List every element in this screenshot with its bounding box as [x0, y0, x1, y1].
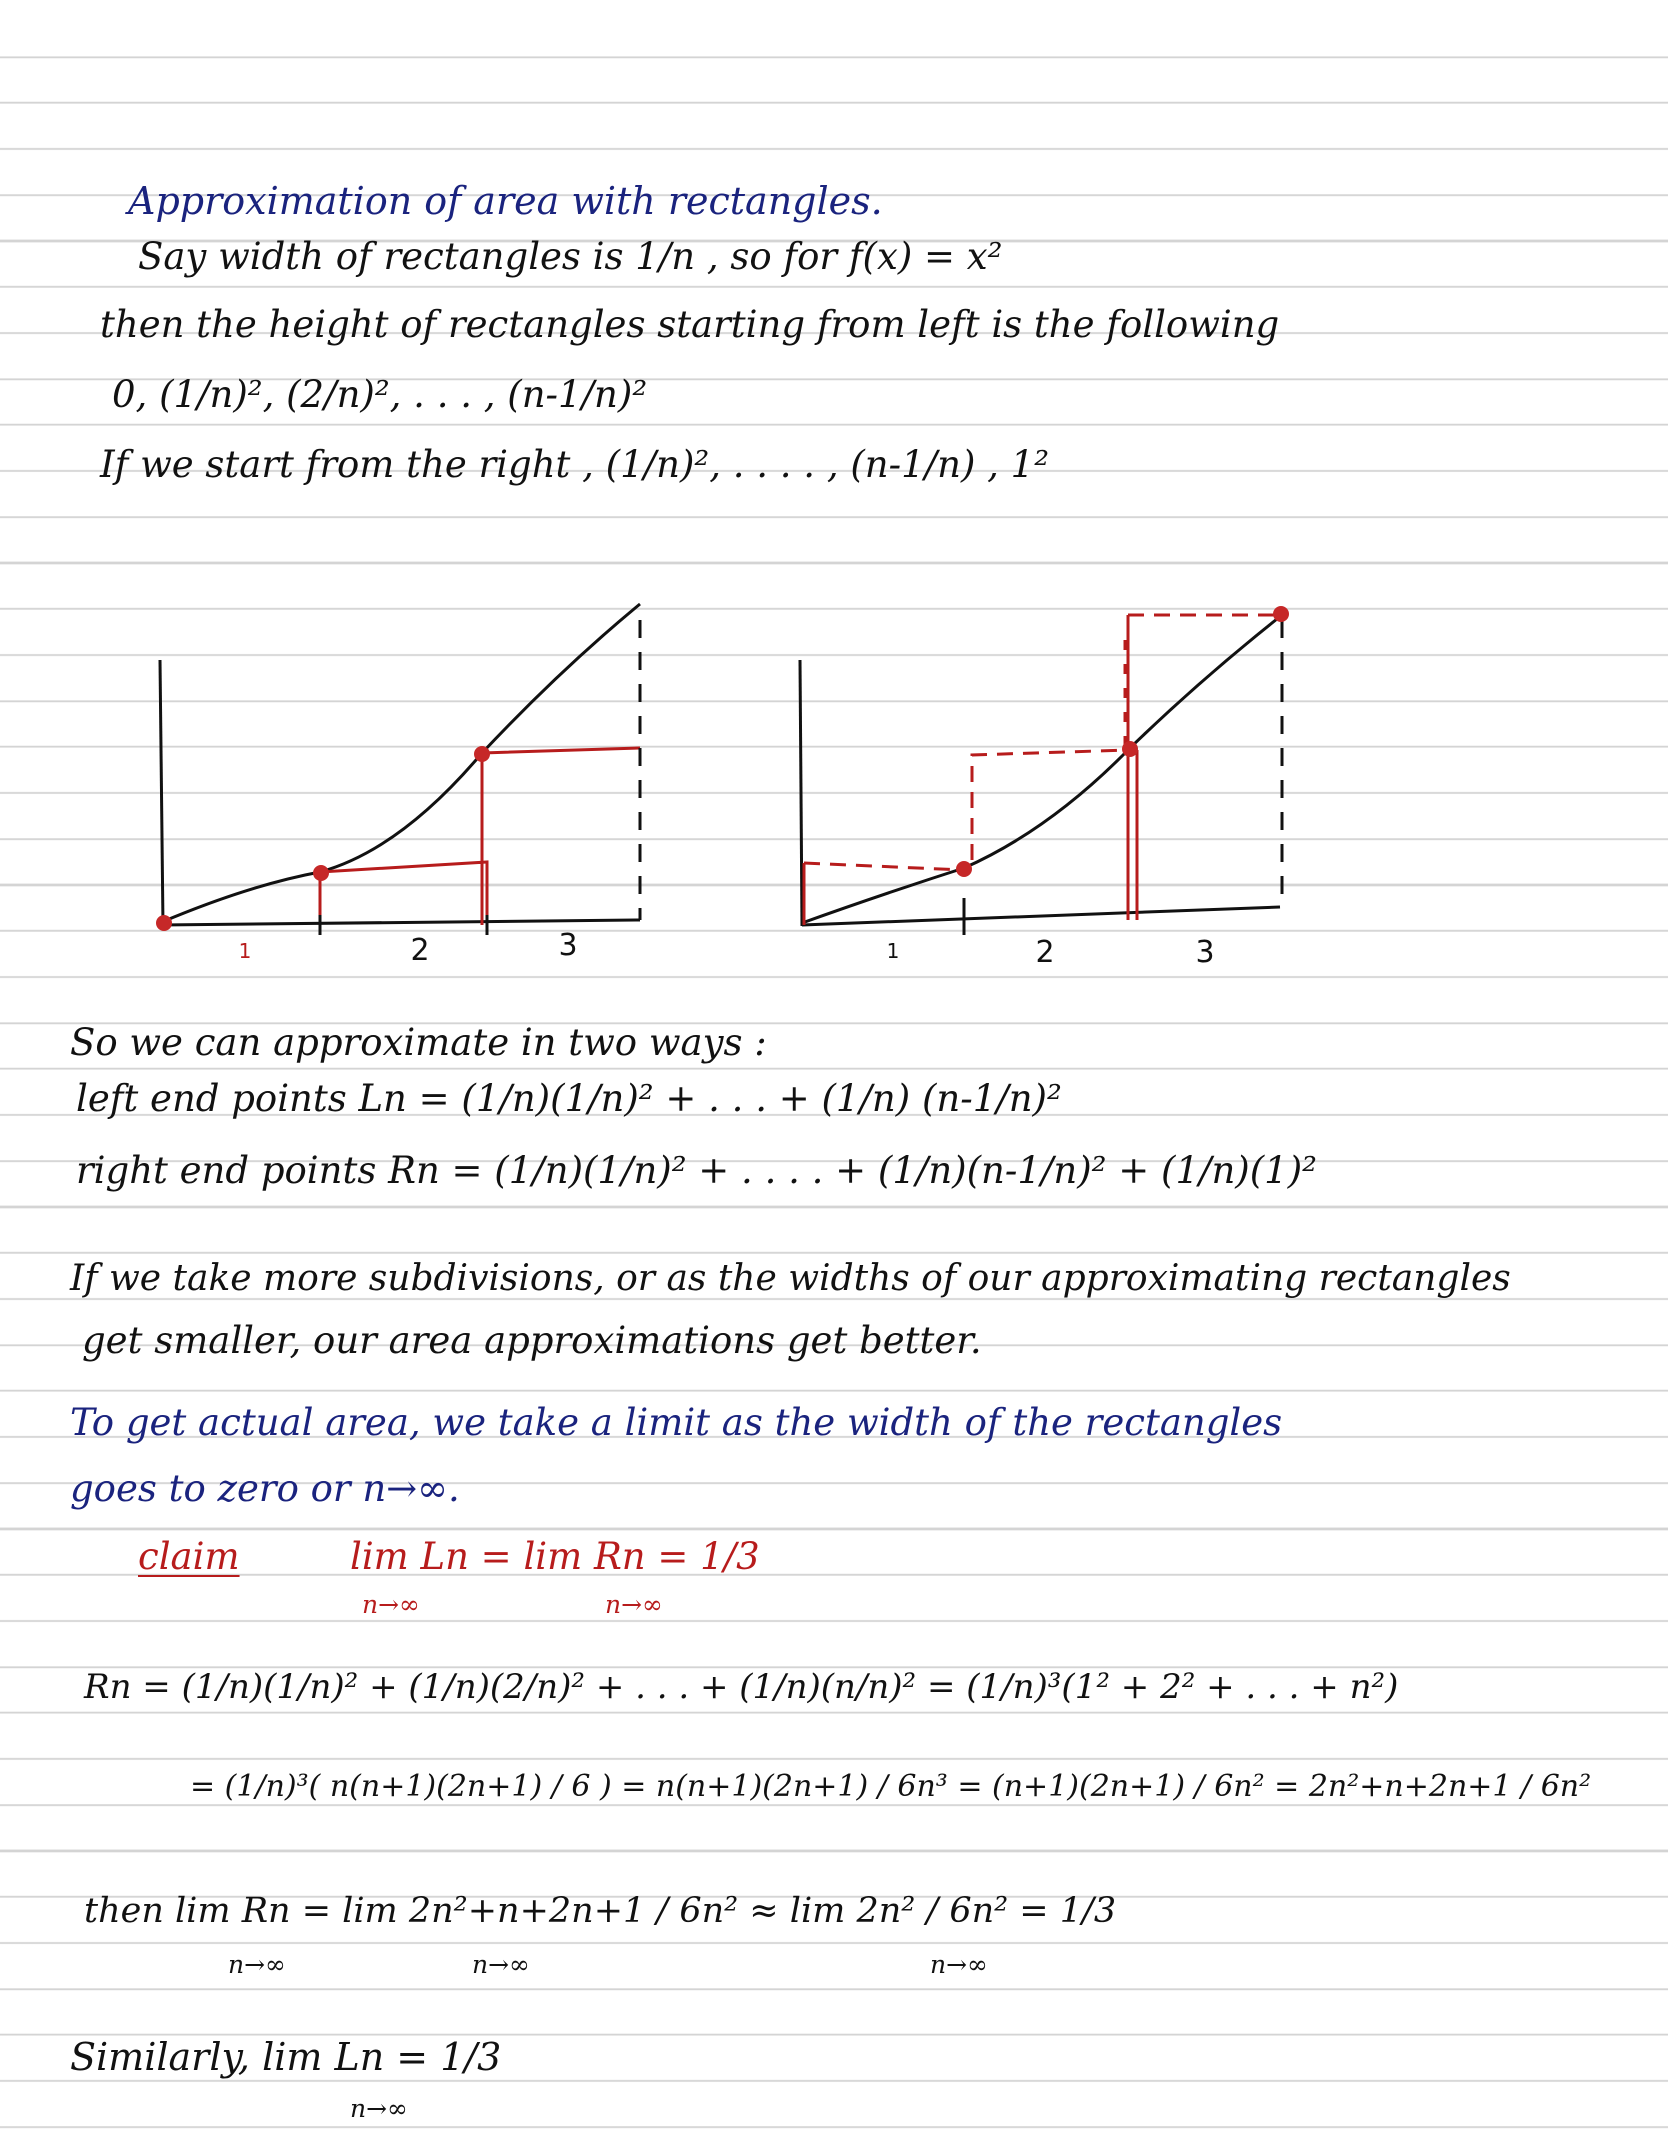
page-title: Approximation of area with rectangles.: [128, 179, 883, 223]
right-tick-label-1: 1: [886, 939, 900, 963]
text-line-4: If we start from the right , (1/n)², . . . . , (n-1/n) , 1²: [100, 443, 1050, 486]
right-graph-x-axis: [802, 907, 1280, 925]
left-graph-point-2: [474, 746, 490, 762]
text-line-2: then the height of rectangles starting from left is the following: [100, 303, 1280, 346]
left-graph-y-axis: [160, 660, 163, 926]
eq3-limit-subscript-1: n→∞: [228, 1950, 286, 1979]
text-line-9: get smaller, our area approximations get better.: [82, 1319, 982, 1362]
left-graph-x-axis: [160, 920, 640, 925]
right-graph-point-1: [956, 861, 972, 877]
left-endpoint-graph: [156, 604, 640, 968]
right-graph-y-axis: [800, 660, 802, 926]
eq3-limit-subscript-3: n→∞: [930, 1950, 988, 1979]
equation-line-2: = (1/n)³( n(n+1)(2n+1) / 6 ) = n(n+1)(2n+1) / 6n³ = (n+1)(2n+1) / 6n² = 2n²+n+2n+1 / 6n²: [190, 1769, 1592, 1804]
claim-equation: lim Ln = lim Rn = 1/3: [350, 1535, 760, 1578]
right-tick-label-2: 2: [1035, 935, 1055, 970]
right-tick-label-3: 3: [1195, 935, 1215, 970]
claim-label: claim: [138, 1535, 240, 1578]
left-graph-point-1: [313, 865, 329, 881]
right-graph-dashed-rectangles: [804, 615, 1280, 870]
left-tick-label-1: 1: [238, 939, 252, 963]
eq3-limit-subscript-2: n→∞: [472, 1950, 530, 1979]
left-tick-label-3: 3: [558, 928, 578, 963]
text-line-1: Say width of rectangles is 1/n , so for f(x) = x²: [138, 235, 1003, 278]
left-graph-rectangles: [320, 748, 640, 925]
text-line-8: If we take more subdivisions, or as the widths of our approximating rectangles: [70, 1258, 1511, 1299]
left-graph-point-0: [156, 915, 172, 931]
text-line-7: right end points Rn = (1/n)(1/n)² + . . . . + (1/n)(n-1/n)² + (1/n)(1)²: [76, 1149, 1317, 1192]
text-line-3: 0, (1/n)², (2/n)², . . . , (n-1/n)²: [112, 373, 648, 416]
right-endpoint-graph: [800, 606, 1289, 970]
left-tick-label-2: 2: [410, 933, 430, 968]
claim-limit-subscript-1: n→∞: [362, 1590, 420, 1619]
claim-limit-subscript-2: n→∞: [605, 1590, 663, 1619]
equation-line-3: then lim Rn = lim 2n²+n+2n+1 / 6n² ≈ lim 2n² / 6n² = 1/3: [84, 1891, 1117, 1931]
equation-line-1: Rn = (1/n)(1/n)² + (1/n)(2/n)² + . . . + (1/n)(n/n)² = (1/n)³(1² + 2² + . . . + n²): [84, 1667, 1399, 1707]
eq4-limit-subscript: n→∞: [350, 2094, 408, 2123]
right-graph-curve: [802, 615, 1282, 923]
right-graph-point-2: [1122, 741, 1138, 757]
equation-line-4: Similarly, lim Ln = 1/3: [70, 2035, 502, 2079]
left-graph-curve: [162, 604, 640, 922]
text-line-5: So we can approximate in two ways :: [70, 1021, 767, 1064]
text-line-6: left end points Ln = (1/n)(1/n)² + . . . + (1/n) (n-1/n)²: [76, 1077, 1062, 1120]
text-line-11: goes to zero or n→∞.: [70, 1467, 460, 1510]
right-graph-point-3: [1273, 606, 1289, 622]
text-line-10: To get actual area, we take a limit as the width of the rectangles: [70, 1401, 1283, 1444]
